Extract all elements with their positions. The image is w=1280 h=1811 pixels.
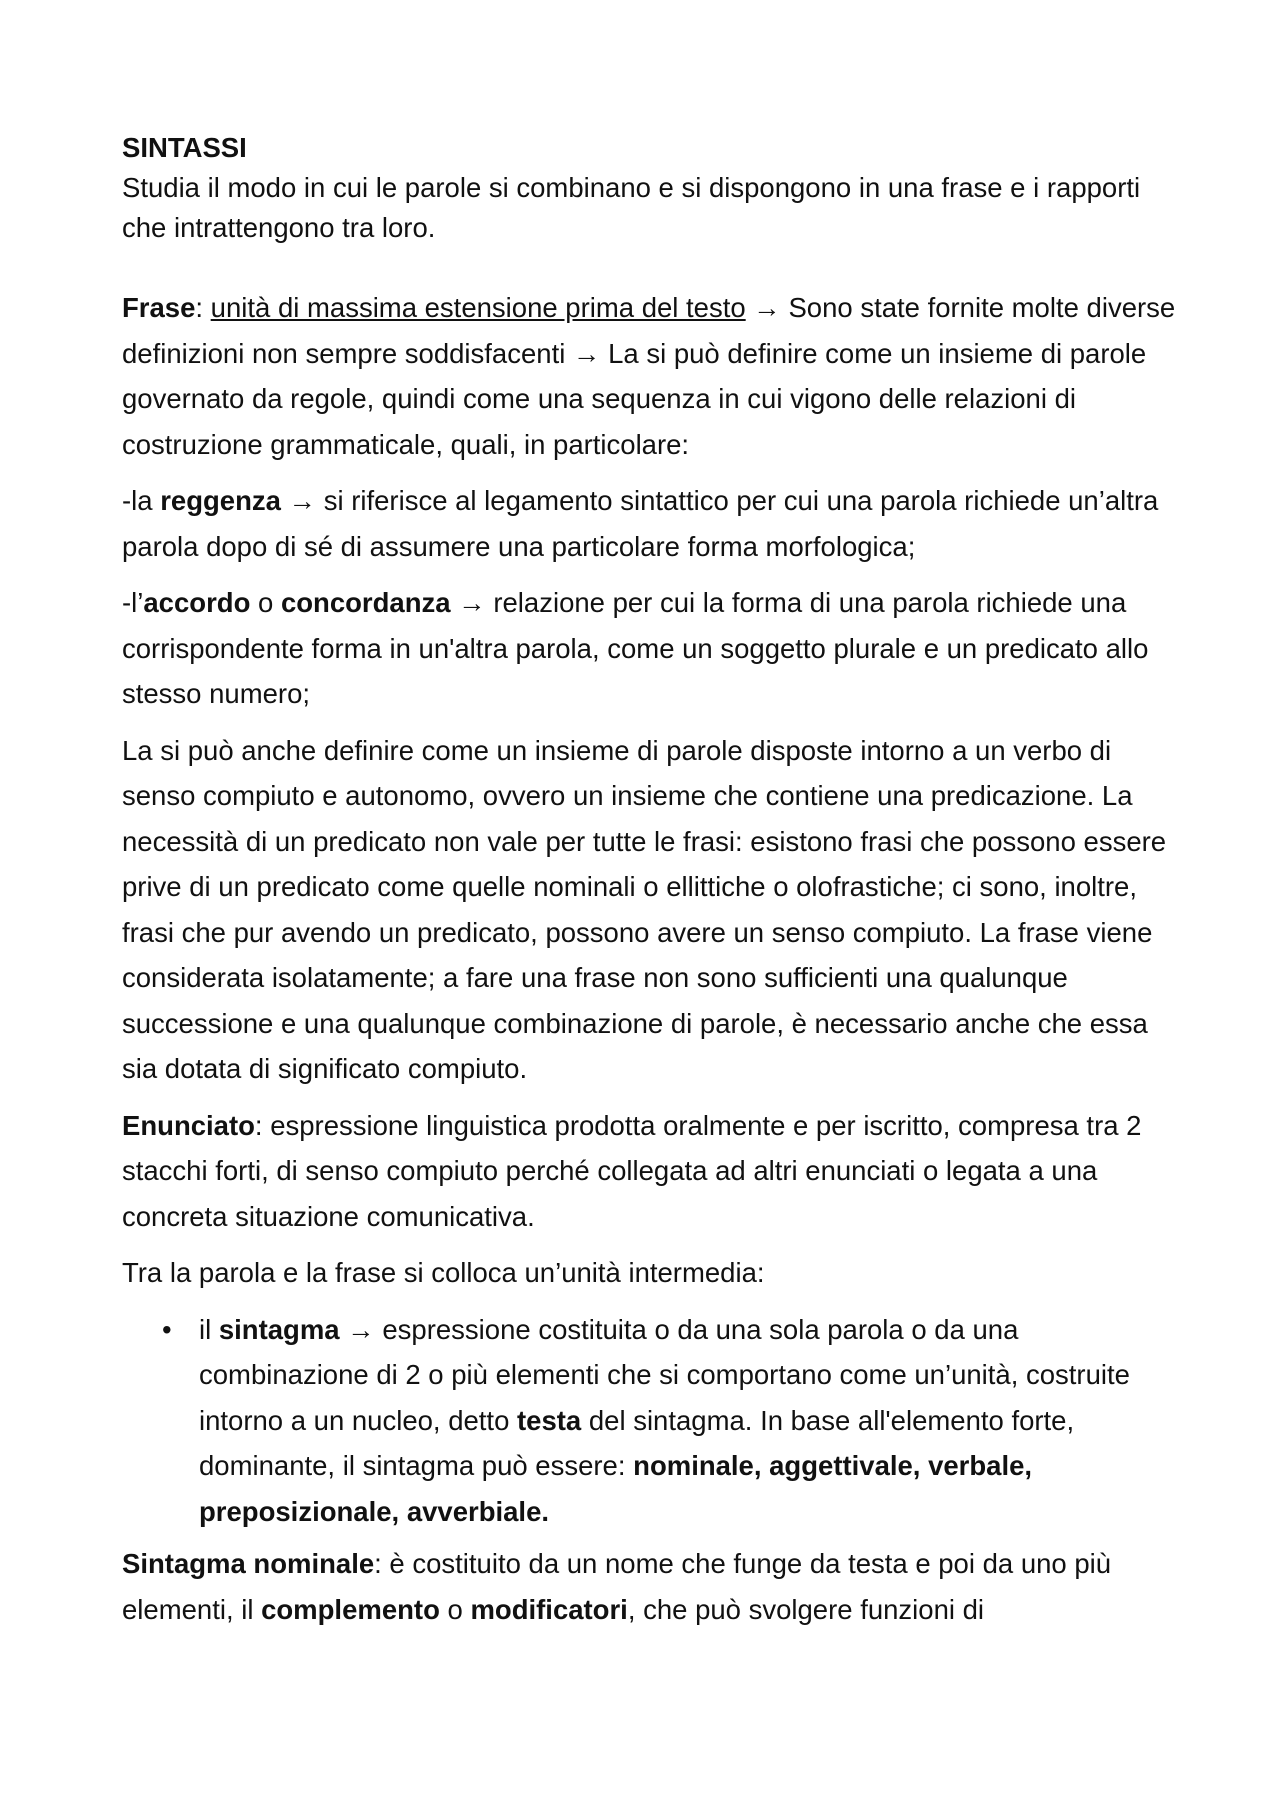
accordo-paragraph [122,580,1177,717]
reggenza-text: → si riferisce al legamento sintattico per cui una parola richiede un’altra parola dopo di sé di assumere una particolare forma morfologica; [122,485,1159,562]
frase-text: → Sono state fornite molte diverse definizioni non sempre soddisfacenti → La si può definire come un insieme di parole governato da regole, quindi come una sequenza in cui vigono delle relazioni di costruzione grammaticale, quali, in particolare: [122,292,1176,460]
intro-paragraph: Studia il modo in cui le parole si combinano e si dispongono in una frase e i rapporti che intrattengono tra loro. [122,172,1141,243]
frase-paragraph [122,285,1177,467]
reggenza-term: reggenza [160,485,281,516]
sintagma-nominale-term: Sintagma nominale [122,1548,375,1579]
enunciato-text: : espressione linguistica prodotta oralmente e per iscritto, compresa tra 2 stacchi forti, di senso compiuto perché collegata ad altri enunciati o legata a una concreta situazione comunicativa. [122,1109,1142,1232]
list-item [122,1307,1177,1535]
definizione-paragraph: La si può anche definire come un insieme di parole disposte intorno a un verbo di senso compiuto e autonomo, ovvero un insieme che contiene una predicazione. La necessità di un predicato non vale per tutte le frasi: esistono frasi che possono essere prive di un predicato come quelle nominali o ellittiche o olofrastiche; ci sono, inoltre, frasi che pur avendo un predicato, possono avere un senso compiuto. La frase viene considerata isolatamente; a fare una frase non sono sufficienti una qualunque successione e una qualunque combinazione di parole, è necessario anche che essa sia dotata di significato compiuto. [122,734,1167,1084]
accordo-prefix: -l’ [122,587,144,618]
sintagma-nominale-text: : è costituito da un nome che funge da testa e poi da uno più elementi, il [122,1548,1112,1625]
accordo-text: → relazione per cui la forma di una parola richiede una corrispondente forma in un'altra parola, come un soggetto plurale e un predicato allo stesso numero; [122,587,1149,709]
frase-colon: : [195,292,211,323]
accordo-term: accordo [143,587,251,618]
modificatori-term: modificatori [470,1593,628,1625]
sintagma-nominale-paragraph [122,1541,1177,1632]
enunciato-term: Enunciato [122,1109,255,1141]
bullet-icon: • [162,1313,172,1345]
sintagma-nominale-text-2: , che può svolgere funzioni di [627,1593,985,1625]
sintagma-text: → espressione costituita o da una sola parola o da una combinazione di 2 o più elementi che si comportano come un’unità, costruite intorno a un nucleo, detto [199,1313,1130,1436]
reggenza-prefix: -la [122,485,161,516]
complemento-term: complemento [261,1593,440,1625]
frase-term: Frase [122,292,196,323]
testa-term: testa [517,1404,582,1436]
document-page [122,128,1177,1643]
concordanza-term: concordanza [280,587,451,618]
frase-underlined-definition: unità di massima estensione prima del testo [210,292,746,323]
page-title: SINTASSI [122,132,247,163]
intermedia-paragraph: Tra la parola e la frase si colloca un’unità intermedia: [122,1257,765,1288]
accordo-mid: o [250,587,281,618]
enunciato-paragraph [122,1103,1177,1240]
sintagma-types: nominale, aggettivale, verbale, preposizionale, avverbiale. [199,1450,1033,1527]
bullet-list [122,1307,1177,1535]
reggenza-paragraph [122,478,1177,569]
sintagma-prefix: il [199,1313,219,1345]
sintagma-term: sintagma [218,1313,340,1345]
sintagma-nominale-mid: o [439,1593,471,1625]
sintagma-text-2: del sintagma. In base all'elemento forte, dominante, il sintagma può essere: [199,1404,1075,1481]
